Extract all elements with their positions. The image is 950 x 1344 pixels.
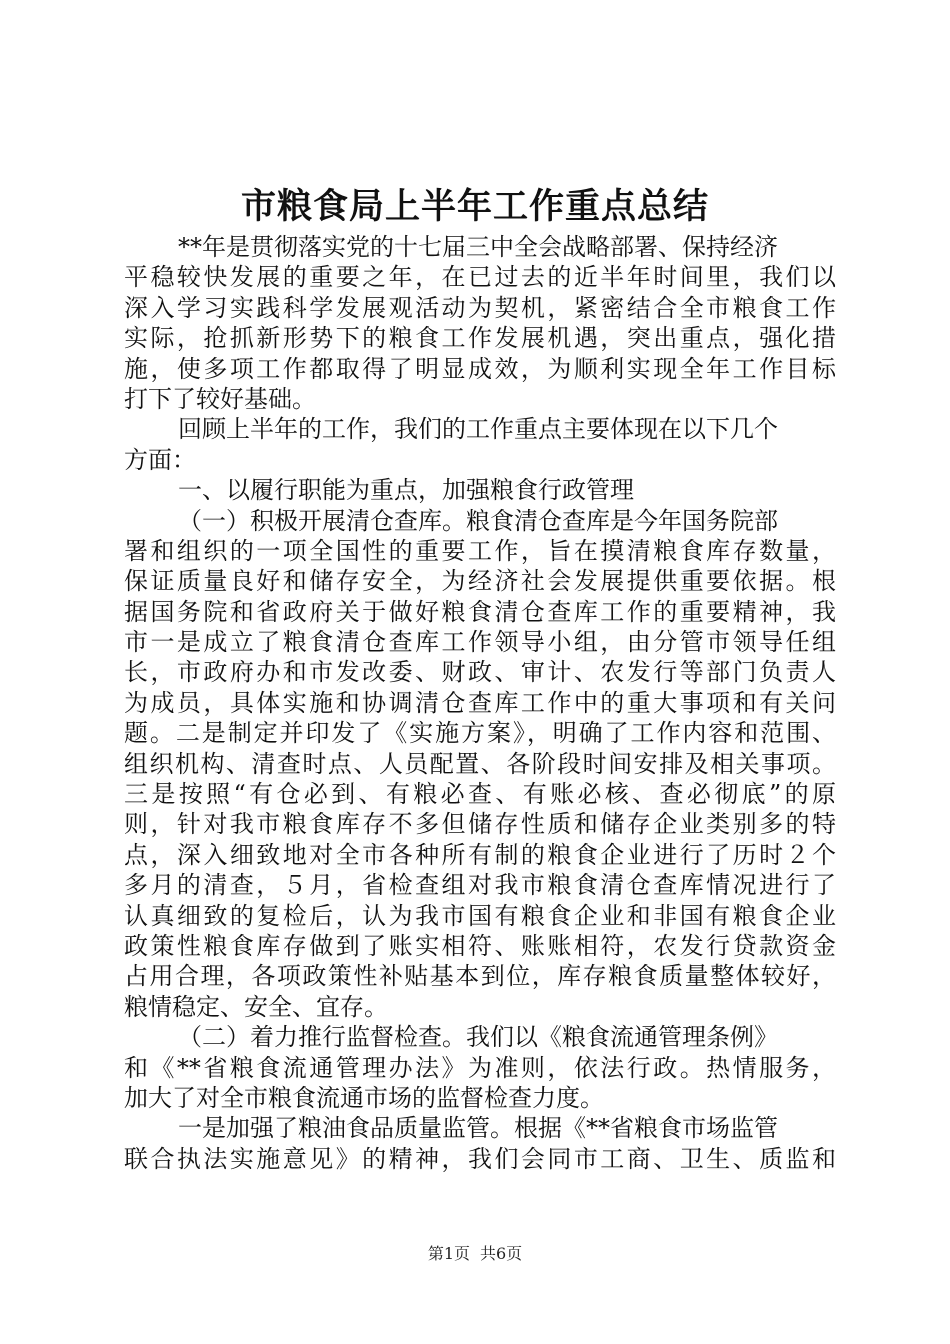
- text-line: 施，使多项工作都取得了明显成效，为顺利实现全年工作目标: [124, 354, 836, 383]
- text-line: 粮情稳定、安全、宜存。: [124, 992, 388, 1021]
- text-line: 占用合理，各项政策性补贴基本到位，库存粮食质量整体较好，: [124, 962, 836, 991]
- page-footer: [0, 1242, 950, 1266]
- text-line: 打下了较好基础。: [124, 384, 316, 413]
- section-heading: 一、以履行职能为重点，加强粮食行政管理: [178, 476, 634, 505]
- text-line: 政策性粮食库存做到了账实相符、账账相符，农发行贷款资金: [124, 931, 836, 960]
- text-line: 署和组织的一项全国性的重要工作，旨在摸清粮食库存数量，: [124, 536, 836, 565]
- text-line: 据国务院和省政府关于做好粮食清仓查库工作的重要精神，我: [124, 597, 836, 626]
- page-total: 共6页: [480, 1244, 523, 1263]
- text-line: 市一是成立了粮食清仓查库工作领导小组，由分管市领导任组: [124, 628, 836, 657]
- text-line: 深入学习实践科学发展观活动为契机，紧密结合全市粮食工作: [124, 293, 836, 322]
- text-line: 加大了对全市粮食流通市场的监督检查力度。: [124, 1083, 604, 1112]
- text-line: 认真细致的复检后，认为我市国有粮食企业和非国有粮食企业: [124, 901, 836, 930]
- text-line: 平稳较快发展的重要之年，在已过去的近半年时间里，我们以: [124, 263, 836, 292]
- text-line: 方面：: [124, 445, 196, 474]
- text-line: 多月的清查，５月，省检查组对我市粮食清仓查库情况进行了: [124, 871, 836, 900]
- text-line: 三是按照“有仓必到、有粮必查、有账必核、查必彻底”的原: [124, 780, 836, 809]
- text-line: 回顾上半年的工作，我们的工作重点主要体现在以下几个: [178, 415, 778, 444]
- text-line: 一是加强了粮油食品质量监管。根据《**省粮食市场监管: [178, 1114, 778, 1143]
- text-line: 联合执法实施意见》的精神，我们会同市工商、卫生、质监和: [124, 1144, 836, 1173]
- text-line: 为成员，具体实施和协调清仓查库工作中的重大事项和有关问: [124, 688, 836, 717]
- document-body: [124, 232, 836, 1174]
- text-line: （一）积极开展清仓查库。粮食清仓查库是今年国务院部: [178, 506, 778, 535]
- text-line: 则，针对我市粮食库存不多但储存性质和储存企业类别多的特: [124, 810, 836, 839]
- text-line: 题。二是制定并印发了《实施方案》，明确了工作内容和范围、: [124, 719, 836, 748]
- text-line: 保证质量良好和储存安全，为经济社会发展提供重要依据。根: [124, 567, 836, 596]
- text-line: 长，市政府办和市发改委、财政、审计、农发行等部门负责人: [124, 658, 836, 687]
- document-title: 市粮食局上半年工作重点总结: [240, 186, 709, 227]
- page-number: 第1页: [427, 1244, 470, 1263]
- text-line: 组织机构、清查时点、人员配置、各阶段时间安排及相关事项。: [124, 749, 836, 778]
- text-line: 点，深入细致地对全市各种所有制的粮食企业进行了历时２个: [124, 840, 836, 869]
- text-line: 和《**省粮食流通管理办法》为准则，依法行政。热情服务，: [124, 1053, 836, 1082]
- text-line: （二）着力推行监督检查。我们以《粮食流通管理条例》: [178, 1023, 778, 1052]
- text-line: **年是贯彻落实党的十七届三中全会战略部署、保持经济: [178, 233, 778, 261]
- text-line: 实际，抢抓新形势下的粮食工作发展机遇，突出重点，强化措: [124, 324, 836, 353]
